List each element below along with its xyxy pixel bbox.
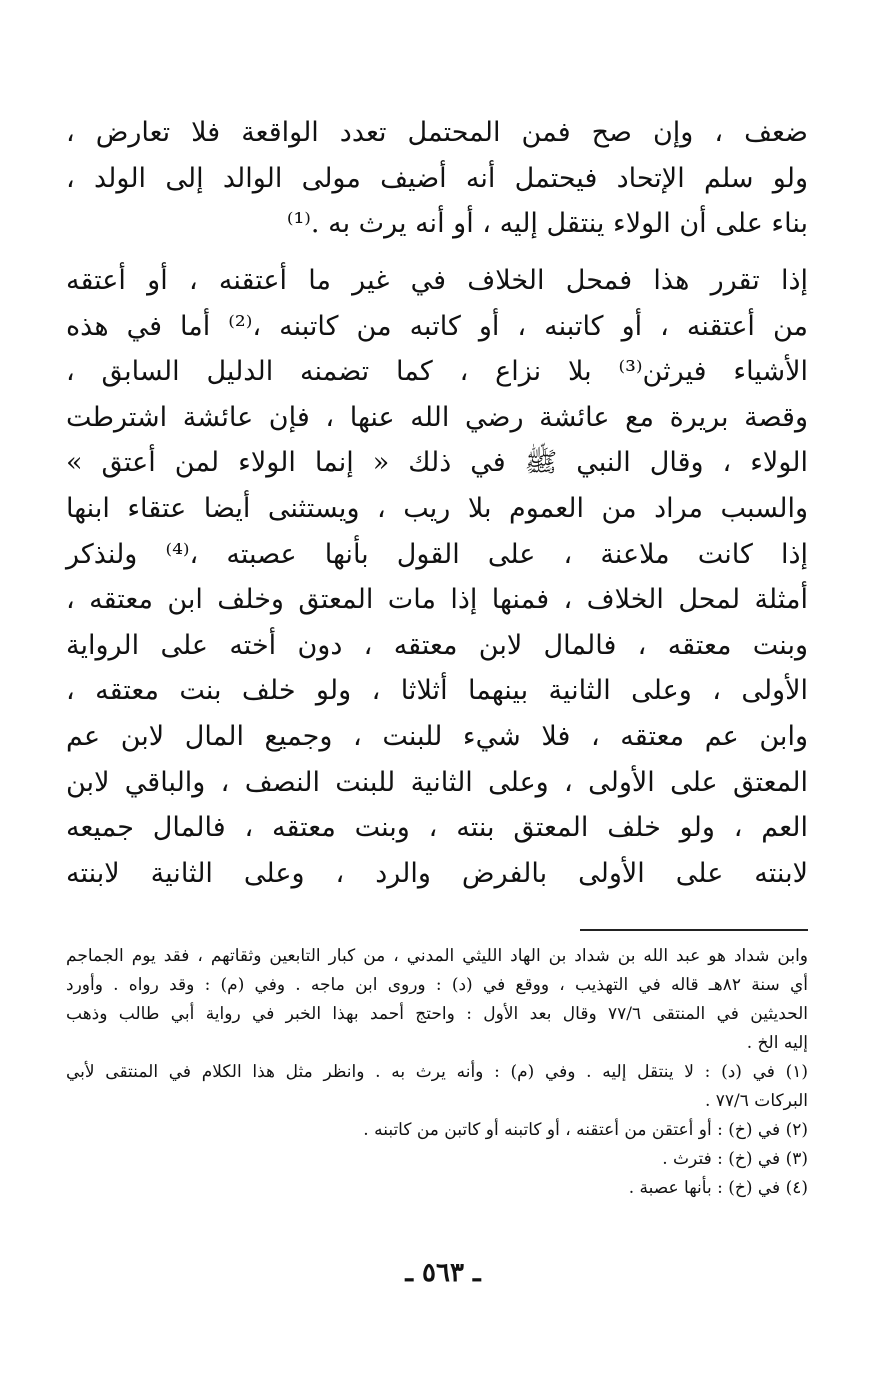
body-line: والسبب مراد من العموم بلا ريب ، ويستثنى أيضا عتقاء ابنها bbox=[66, 492, 808, 524]
body-line: ضعف ، وإن صح فمن المحتمل تعدد الواقعة فلا تعارض ، bbox=[66, 117, 808, 148]
body-line: إذا كانت ملاعنة ، على القول بأنها عصبته ،⁽⁴⁾ ولنذكر bbox=[66, 538, 808, 570]
body-line: من أعتقنه ، أو كاتبنه ، أو كاتبه من كاتبنه ،⁽²⁾ أما في هذه bbox=[66, 310, 808, 342]
body-line: أمثلة لمحل الخلاف ، فمنها إذا مات المعتق وخلف ابن معتقه ، bbox=[66, 584, 808, 616]
body-line: وابن عم معتقه ، فلا شيء للبنت ، وجميع المال لابن عم bbox=[66, 720, 808, 752]
body-line: المعتق على الأولى ، وعلى الثانية للبنت النصف ، والباقي لابن bbox=[66, 766, 808, 798]
footnote-4: (٤) في (خ) : بأنها عصبة . bbox=[628, 1178, 808, 1198]
footnote-continuation-line: وابن شداد هو عبد الله بن شداد بن الهاد الليثي المدني ، من كبار التابعين وثقاتهم ، فقد يوم الجماجم bbox=[66, 946, 808, 966]
body-paragraph-1 bbox=[66, 110, 808, 247]
body-line: الأشياء فيرثن⁽³⁾ بلا نزاع ، كما تضمنه الدليل السابق ، bbox=[66, 356, 809, 388]
footnotes bbox=[66, 942, 808, 1203]
footnote-1-continuation: البركات ٧٧/٦ . bbox=[704, 1091, 808, 1111]
body-line: لابنته على الأولى بالفرض والرد ، وعلى الثانية لابنته bbox=[66, 857, 808, 889]
footnote-1: (١) في (د) : لا ينتقل إليه . وفي (م) : وأنه يرث به . وانظر مثل هذا الكلام في المنتقى لأبي bbox=[66, 1062, 808, 1082]
body-line: بناء على أن الولاء ينتقل إليه ، أو أنه يرث به .⁽¹⁾ bbox=[286, 208, 808, 240]
body-paragraph-2 bbox=[66, 258, 808, 896]
body-line: وبنت معتقه ، فالمال لابن معتقه ، دون أخته على الرواية bbox=[66, 629, 808, 661]
body-line: وقصة بريرة مع عائشة رضي الله عنها ، فإن عائشة اشترطت bbox=[66, 401, 808, 433]
footnote-continuation-line: الحديثين في المنتقى ٧٧/٦ وقال بعد الأول : واحتج أحمد بهذا الخبر في رواية أبي طالب وذهب bbox=[66, 1004, 808, 1024]
footnote-divider bbox=[580, 929, 808, 931]
page-number: ـ ٥٦٣ ـ bbox=[405, 1258, 481, 1288]
body-line: ولو سلم الإتحاد فيحتمل أنه أضيف مولى الوالد إلى الولد ، bbox=[66, 162, 808, 194]
footnote-continuation-line: أي سنة ٨٢هـ قاله في التهذيب ، ووقع في (د) : وروى ابن ماجه . وفي (م) : وقد رواه . وأورد bbox=[66, 975, 809, 995]
body-line: الأولى ، وعلى الثانية بينهما أثلاثا ، ولو خلف بنت معتقه ، bbox=[66, 675, 808, 707]
footnote-2: (٢) في (خ) : أو أعتقن من أعتقنه ، أو كاتبنه أو كاتبن من كاتبنه . bbox=[363, 1120, 808, 1140]
footnote-3: (٣) في (خ) : فترث . bbox=[662, 1149, 808, 1169]
body-line: إذا تقرر هذا فمحل الخلاف في غير ما أعتقنه ، أو أعتقه bbox=[66, 265, 808, 296]
body-line: الولاء ، وقال النبي ﷺ في ذلك « إنما الولاء لمن أعتق » bbox=[66, 447, 808, 479]
footnote-continuation-line: إليه الخ . bbox=[746, 1033, 808, 1053]
body-line: العم ، ولو خلف المعتق بنته ، وبنت معتقه ، فالمال جميعه bbox=[66, 812, 808, 844]
